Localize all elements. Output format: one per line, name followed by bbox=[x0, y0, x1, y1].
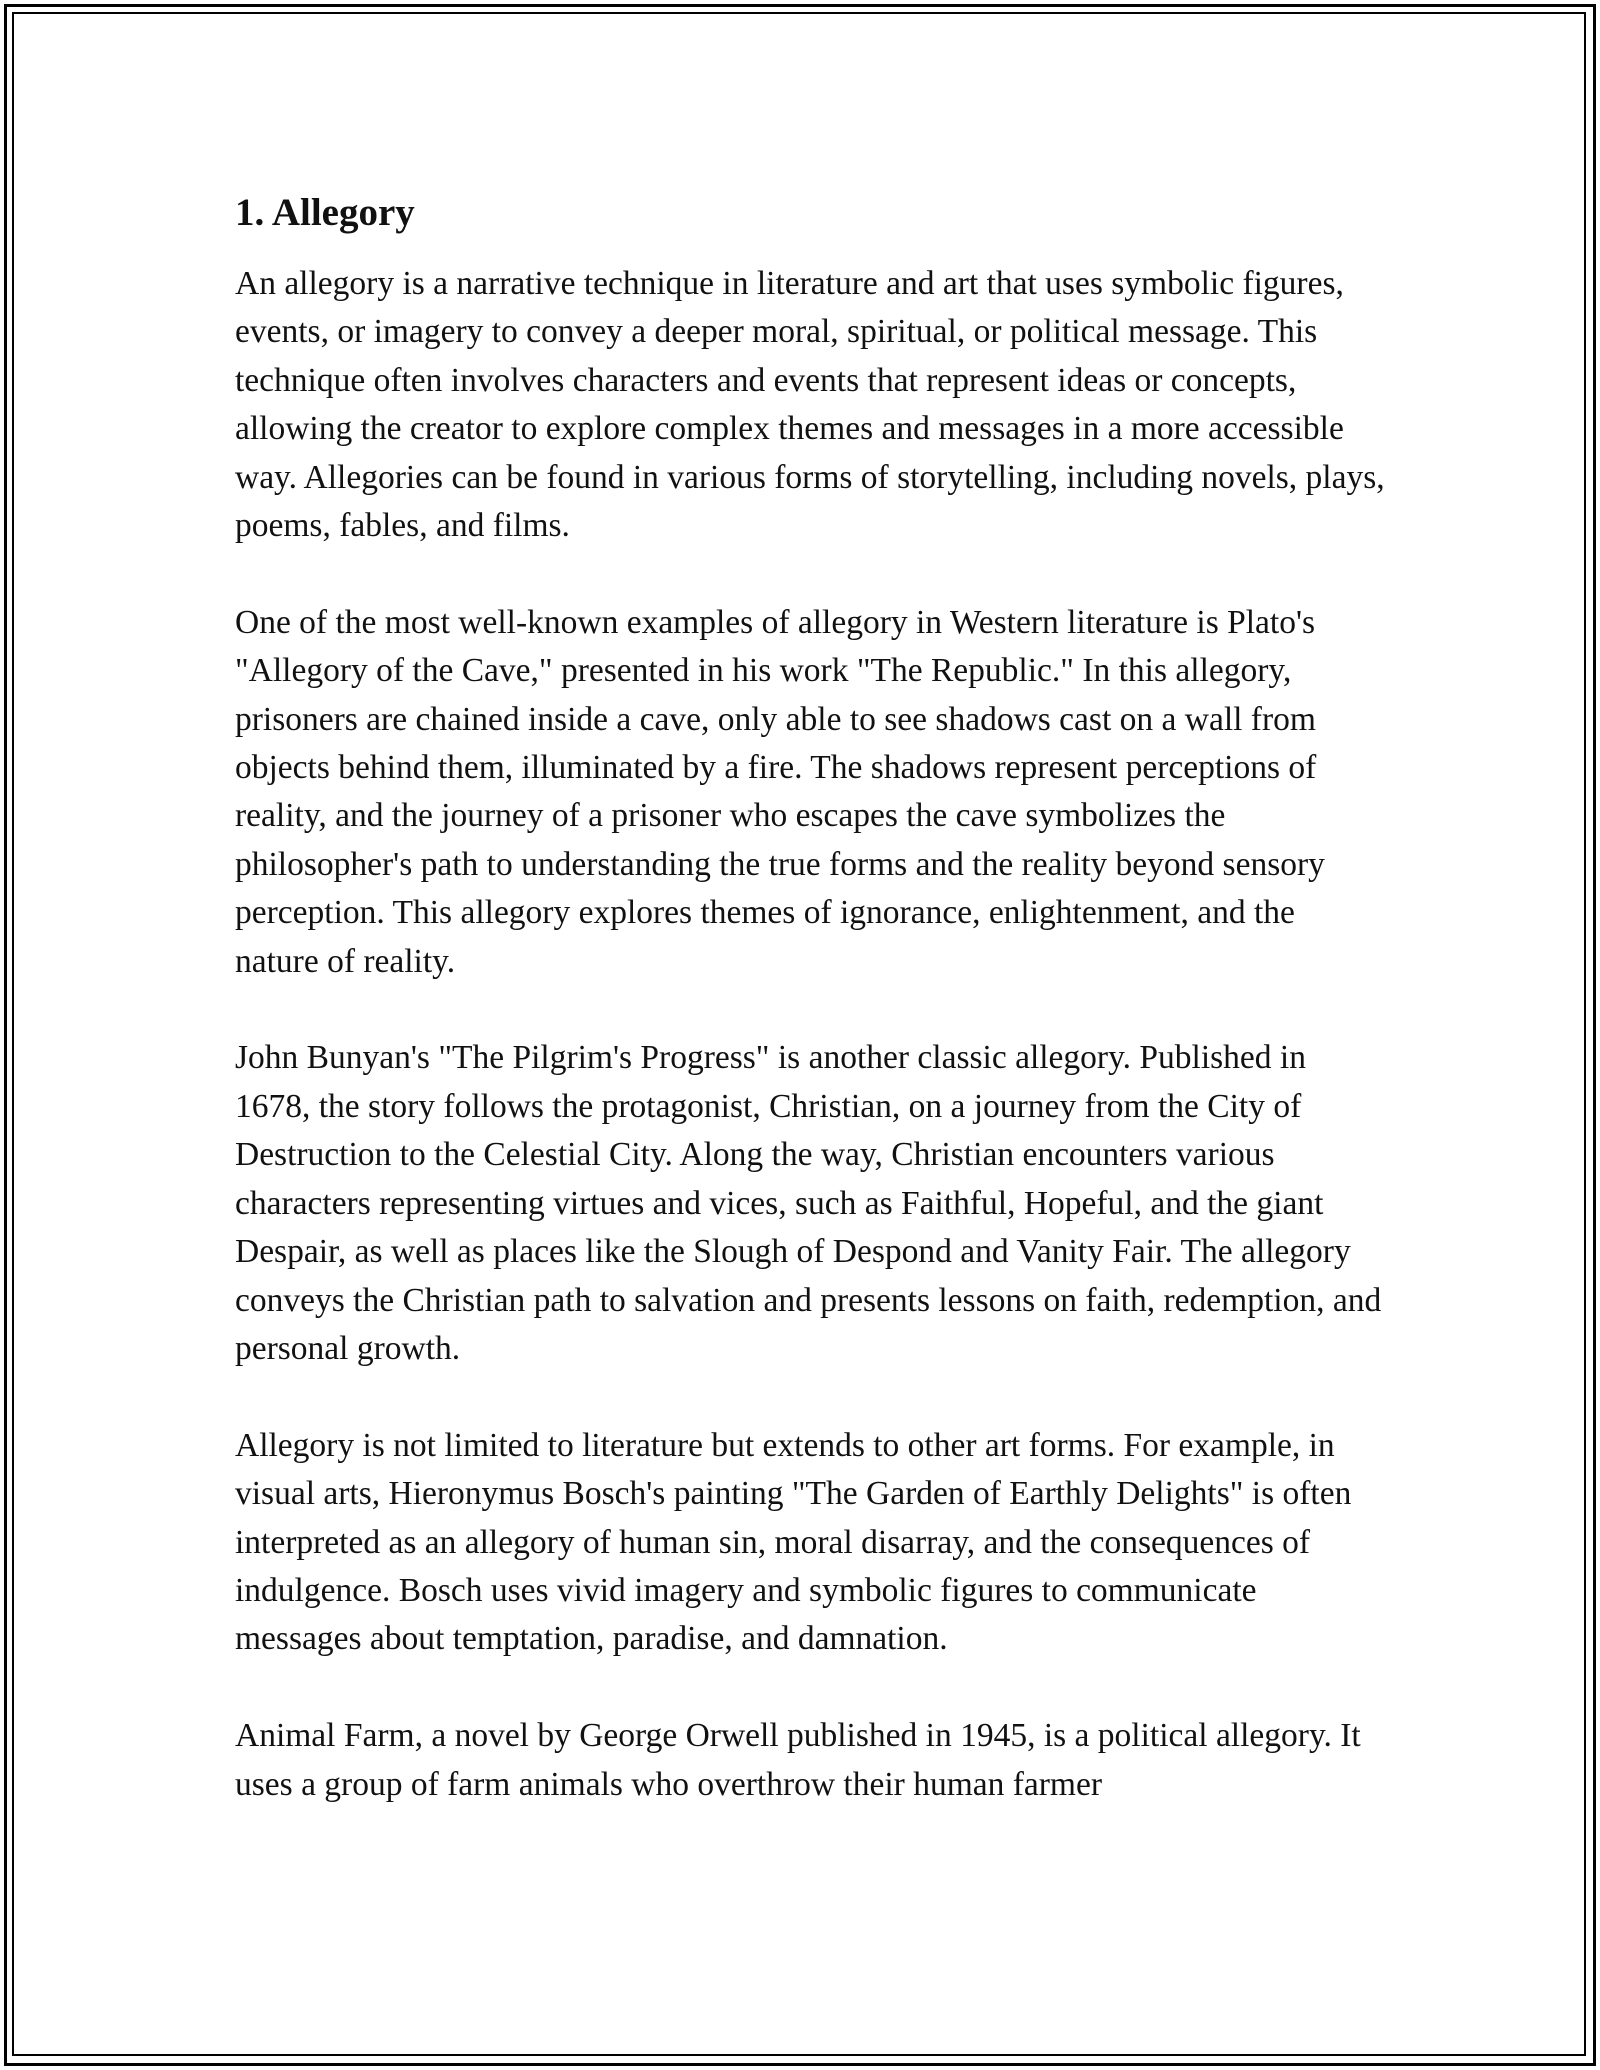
paragraph-orwell: Animal Farm, a novel by George Orwell published in 1945, is a political allegory. It uses a group of farm animals who overthrow their human farmer bbox=[235, 1717, 1361, 1803]
paragraph-definition: An allegory is a narrative technique in literature and art that uses symbolic figures, events, or imagery to convey a deeper moral, spiritual, or political message. This technique often involves characters and events that represent ideas or concepts, allowing the creator to explore complex themes and messages in a more accessible way. Allegories can be found in various forms of storytelling, including novels, plays, poems, fables, and films. bbox=[235, 265, 1385, 545]
paragraph-bunyan: John Bunyan's "The Pilgrim's Progress" is another classic allegory. Published in 1678, the story follows the protagonist, Christian, on a journey from the City of Destruction to the Celestial City. Along the way, Christian encounters various characters representing virtues and vices, such as Faithful, Hopeful, and the giant Despair, as well as places like the Slough of Despond and Vanity Fair. The allegory conveys the Christian path to salvation and presents lessons on faith, redemption, and personal growth. bbox=[235, 1039, 1382, 1367]
paragraph-plato: One of the most well-known examples of allegory in Western literature is Plato's "Allegory of the Cave," presented in his work "The Republic." In this allegory, prisoners are chained inside a cave, only able to see shadows cast on a wall from objects behind them, illuminated by a fire. The shadows represent perceptions of reality, and the journey of a prisoner who escapes the cave symbolizes the philosopher's path to understanding the true forms and the reality beyond sensory perception. This allegory explores themes of ignorance, enlightenment, and the nature of reality. bbox=[235, 603, 1325, 980]
paragraph-bosch: Allegory is not limited to literature but extends to other art forms. For example, in visual arts, Hieronymus Bosch's painting "The Garden of Earthly Delights" is often interpreted as an allegory of human sin, moral disarray, and the consequences of indulgence. Bosch uses vivid imagery and symbolic figures to communicate messages about temptation, paradise, and damnation. bbox=[235, 1426, 1352, 1658]
section-title: 1. Allegory bbox=[235, 191, 415, 234]
document-body bbox=[235, 186, 1385, 1857]
